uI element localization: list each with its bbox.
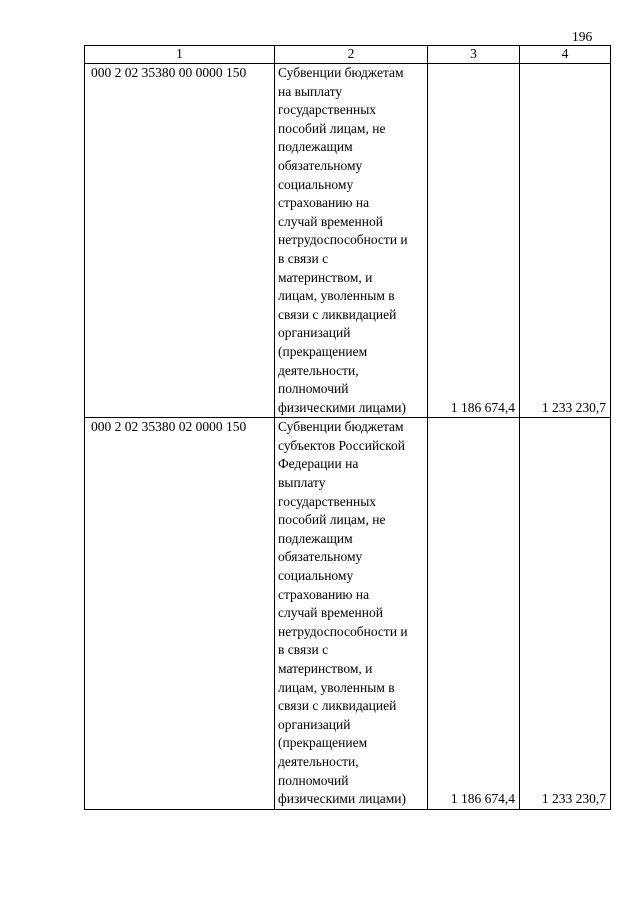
column-header-2: 2 (275, 46, 428, 64)
description-line: подлежащим (278, 139, 353, 155)
table-body (85, 64, 611, 810)
description-line: (прекращением (278, 735, 368, 751)
description-line: связи с ликвидацией (278, 698, 397, 714)
description-line: случай временной (278, 213, 383, 229)
description-line: нетрудоспособности и (278, 623, 408, 639)
description-line: на выплату (278, 83, 343, 99)
description-line: лицам, уволенным в (278, 288, 395, 304)
description-line: материнством, и (278, 661, 373, 676)
description-line: Субвенции бюджетам (278, 65, 404, 80)
description-line: пособий лицам, не (278, 512, 386, 528)
description-line: нетрудоспособности и (278, 232, 408, 248)
description-line: Субвенции бюджетам (278, 419, 404, 435)
description-line: полномочий (278, 772, 349, 788)
amount-col4-cell: 1 233 230,7 (520, 64, 611, 418)
budget-code-cell: 000 2 02 35380 02 0000 150 (85, 418, 275, 809)
description-line: субъектов Российской (278, 437, 406, 453)
amount-col4-cell: 1 233 230,7 (520, 418, 611, 809)
description-line: (прекращением (278, 343, 368, 359)
description-line: государственных (278, 493, 377, 509)
description-line: обязательному (278, 549, 363, 565)
description-line: физическими лицами) (278, 791, 407, 807)
description-text (278, 64, 425, 417)
amount-col3-cell: 1 186 674,4 (428, 418, 520, 809)
description-line: полномочий (278, 381, 349, 397)
description-line: случай временной (278, 605, 383, 621)
description-line: материнством, и (278, 269, 373, 285)
description-line: деятельности, (278, 362, 359, 378)
description-line: физическими лицами) (278, 399, 407, 415)
table-row (85, 64, 611, 418)
description-line: страхованию на (278, 586, 370, 602)
description-line: деятельности, (278, 753, 359, 769)
description-cell (275, 418, 428, 809)
description-line: социальному (278, 176, 354, 192)
description-line: выплату (278, 475, 326, 491)
description-line: социальному (278, 568, 354, 584)
description-line: организаций (278, 325, 351, 341)
description-line: в связи с (278, 250, 329, 266)
description-line: пособий лицам, не (278, 120, 386, 136)
description-line: государственных (278, 102, 377, 118)
description-line: связи с ликвидацией (278, 306, 397, 322)
description-cell (275, 64, 428, 418)
table-row (85, 418, 611, 809)
description-line: лицам, уволенным в (278, 679, 395, 695)
description-line: подлежащим (278, 530, 353, 546)
budget-table (84, 45, 611, 810)
description-line: страхованию на (278, 195, 370, 211)
column-header-1: 1 (85, 46, 275, 64)
column-header-4: 4 (520, 46, 611, 64)
amount-col3-cell: 1 186 674,4 (428, 64, 520, 418)
description-line: организаций (278, 716, 351, 732)
description-line: Федерации на (278, 456, 359, 472)
table-header-row (85, 46, 611, 64)
page-number: 196 (572, 29, 593, 44)
budget-code-cell: 000 2 02 35380 00 0000 150 (85, 64, 275, 418)
description-text (278, 418, 425, 808)
column-header-3: 3 (428, 46, 520, 64)
description-line: в связи с (278, 642, 329, 658)
description-line: обязательному (278, 157, 363, 173)
